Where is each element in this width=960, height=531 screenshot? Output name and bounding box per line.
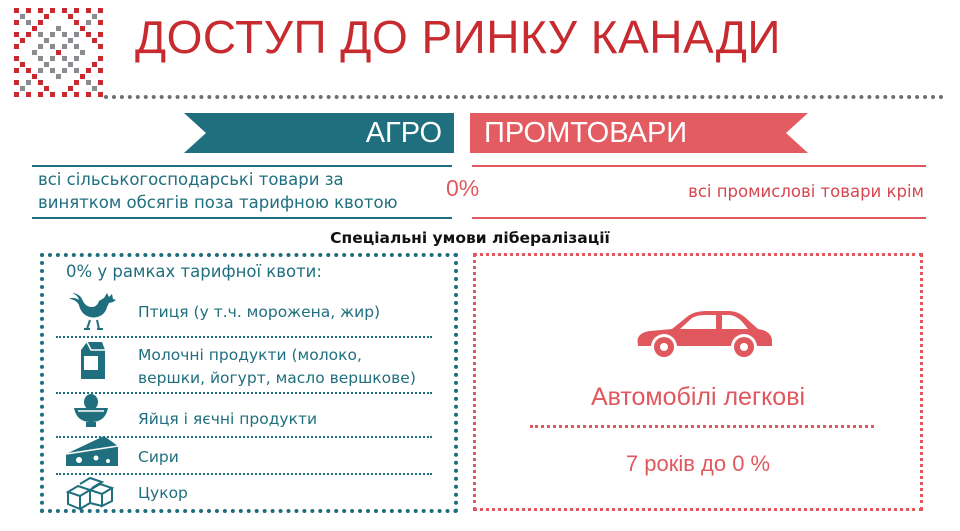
item-separator — [56, 473, 432, 475]
prom-label: ПРОМТОВАРИ — [484, 117, 688, 149]
embroidery-pattern-icon — [14, 8, 104, 100]
car-term: 7 років до 0 % — [625, 451, 771, 476]
prom-bottom-line — [472, 217, 926, 219]
agro-bottom-line — [32, 217, 452, 219]
sugar-cubes-icon — [64, 476, 122, 510]
zero-rate: 0% — [446, 175, 480, 201]
agro-top-line — [32, 165, 452, 167]
cheese-icon — [64, 432, 120, 470]
prom-description: всі промислові товари крім — [688, 182, 924, 201]
car-label: Автомобілі легкові — [590, 383, 806, 411]
item-separator — [56, 336, 432, 338]
item-sugar: Цукор — [138, 484, 188, 502]
header-divider — [104, 95, 944, 99]
item-separator — [56, 392, 432, 394]
item-poultry: Птиця (у т.ч. морожена, жир) — [138, 303, 381, 321]
prom-top-line — [472, 165, 926, 167]
quota-heading: 0% у рамках тарифної квоти: — [66, 262, 322, 281]
item-cheese: Сири — [138, 448, 179, 466]
agro-description: всі сільськогосподарські товари за винятком обсягів поза тарифною квотою — [38, 170, 398, 212]
rooster-icon — [64, 292, 120, 330]
milk-carton-icon — [76, 340, 106, 380]
page-title: ДОСТУП ДО РИНКУ КАНАДИ — [135, 11, 781, 63]
car-separator — [530, 425, 874, 428]
special-conditions-heading: Спеціальні умови лібералізації — [330, 229, 610, 247]
prom-ribbon — [470, 113, 808, 153]
agro-label: АГРО — [365, 117, 442, 149]
item-eggs: Яйця і яєчні продукти — [138, 410, 318, 428]
car-icon — [632, 310, 774, 364]
item-dairy: Молочні продукти (молоко, вершки, йогурт, масло вершкове) — [138, 346, 416, 387]
egg-basket-icon — [70, 392, 112, 430]
agro-ribbon — [184, 113, 454, 153]
